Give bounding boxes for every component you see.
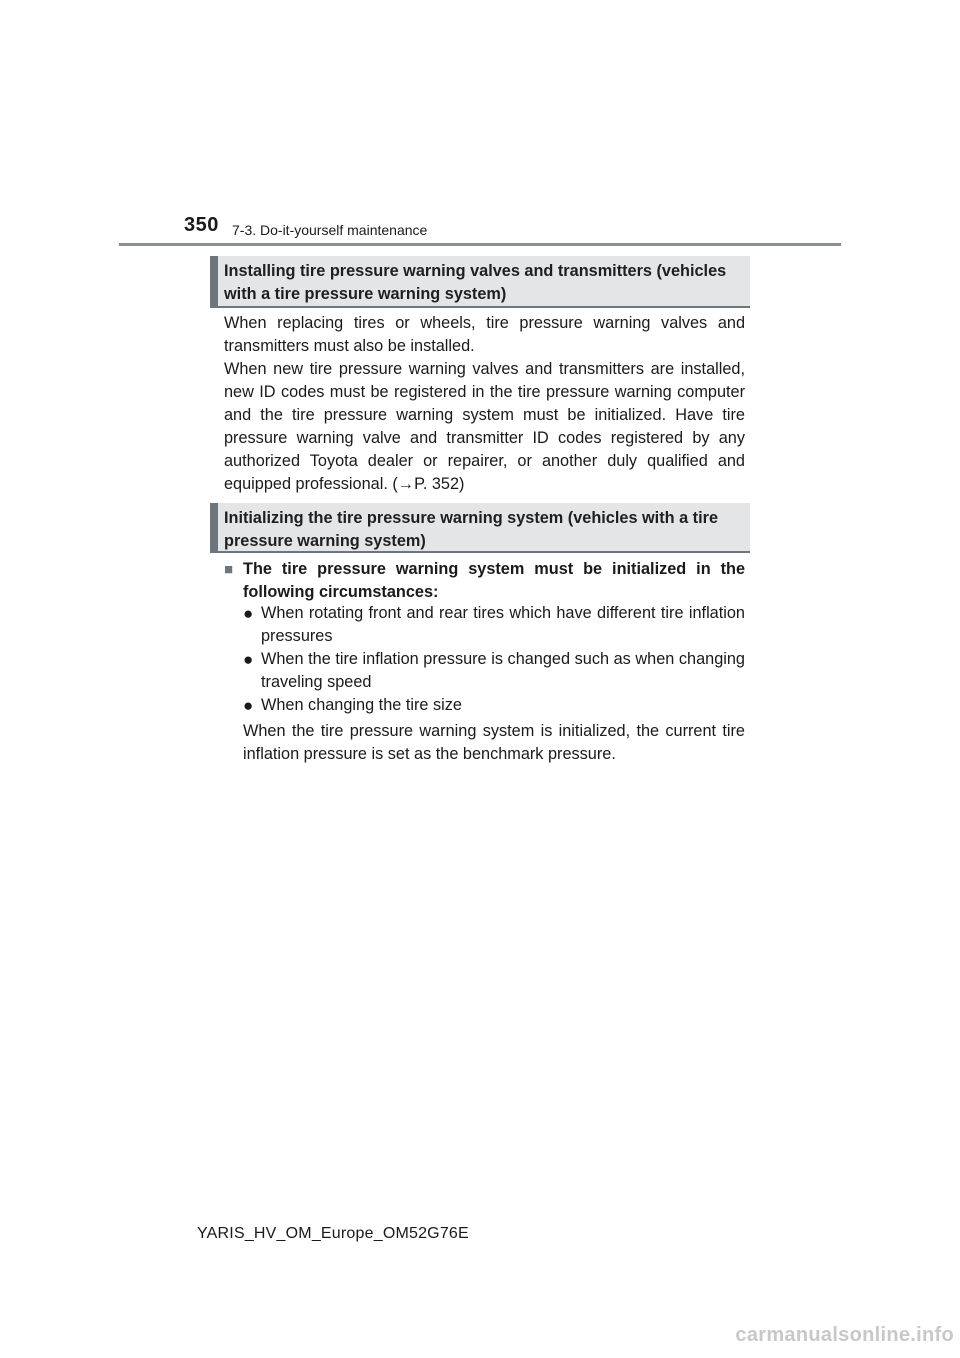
page-number: 350 (184, 214, 219, 236)
heading-initializing-system: Initializing the tire pressure warning system (vehicles with a tire pressure warning system) (210, 503, 750, 551)
heading-installing-valves: Installing tire pressure warning valves and transmitters (vehicles with a tire pressure warning system) (210, 256, 750, 306)
header-divider (119, 243, 841, 246)
list-item (243, 648, 745, 694)
document-id: YARIS_HV_OM_Europe_OM52G76E (197, 1225, 469, 1242)
round-bullet-icon: ● (243, 604, 254, 623)
subheading-circumstances (224, 558, 745, 604)
list-item-text: When changing the tire size (261, 696, 462, 714)
paragraph-replacing-tires: When replacing tires or wheels, tire pressure warning valves and transmitters must also be installed. (224, 314, 745, 355)
list-item-text: When rotating front and rear tires which have different tire inflation pressures (261, 604, 745, 645)
watermark: carmanualsonline.info (735, 1324, 954, 1346)
paragraph-benchmark: When the tire pressure warning system is initialized, the current tire inflation pressure is set as the benchmark pressure. (243, 722, 745, 763)
square-bullet-icon: ■ (224, 561, 234, 578)
subheading-text: The tire pressure warning system must be initialized in the following circumstances: (243, 560, 745, 601)
list-item (243, 602, 745, 648)
round-bullet-icon: ● (243, 696, 254, 715)
list-item-text: When the tire inflation pressure is changed such as when changing traveling speed (261, 650, 745, 691)
section-title: 7-3. Do-it-yourself maintenance (232, 222, 428, 238)
list-item (243, 694, 745, 717)
round-bullet-icon: ● (243, 650, 254, 669)
paragraph-new-valves: When new tire pressure warning valves and transmitters are installed, new ID codes must be registered in the tire pressure warning computer and the tire pressure warning system must be initialized. Have tire pressure warning valve and transmitter ID codes registered by any authorized Toyota dealer or repairer, or another duly qualified and equipped professional. (→P. 352) (224, 360, 745, 493)
